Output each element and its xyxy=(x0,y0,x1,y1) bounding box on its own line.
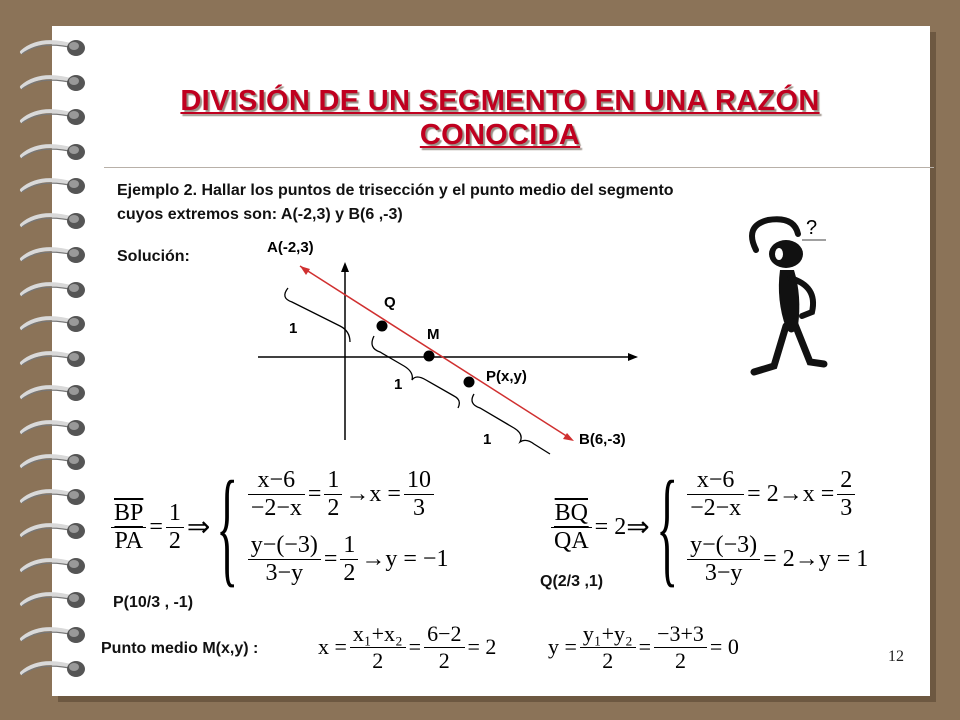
fp-yr-den: 2 xyxy=(343,560,356,586)
page-number: 12 xyxy=(888,648,904,665)
eye xyxy=(775,248,783,260)
result-q: Q(2/3 ,1) xyxy=(540,573,604,590)
fq-eq: = 2 xyxy=(594,513,627,540)
fp-lhs-num: $\overline{BP}$ xyxy=(111,500,146,528)
fp-yr-num: 1 xyxy=(340,532,358,560)
fp-y-den: 3−y xyxy=(265,560,304,586)
point-q-dot xyxy=(377,321,388,332)
label-b: B(6,-3) xyxy=(579,431,626,448)
mx-lhs: x = xyxy=(318,634,347,659)
fp-lhs-den: PA xyxy=(114,527,143,554)
mx-den: 2 xyxy=(372,647,384,673)
my-res: = 0 xyxy=(709,634,739,659)
left-leg xyxy=(754,326,786,372)
fq-xres-num: 2 xyxy=(837,467,855,495)
fp-ratio-num: 1 xyxy=(166,500,184,528)
midpoint-label: Punto medio M(x,y) : xyxy=(101,640,259,657)
x-axis-arrow xyxy=(628,353,638,361)
y-axis-arrow xyxy=(341,262,349,272)
label-p: P(x,y) xyxy=(486,368,527,385)
fp-x-den: −2−x xyxy=(250,495,302,521)
fp-implies: ⇒ xyxy=(186,512,211,543)
fp-eq: = xyxy=(149,513,163,540)
fq-y-num: y−(−3) xyxy=(687,532,760,560)
fq-lhs-den: QA xyxy=(554,527,589,554)
point-p-dot xyxy=(464,377,475,388)
fp-ratio-den: 2 xyxy=(168,527,181,554)
my-mid-den: 2 xyxy=(675,647,686,673)
fp-brace: { xyxy=(216,455,239,599)
fp-x-num: x−6 xyxy=(248,467,305,495)
my-num: y₁+y₂ xyxy=(580,621,636,648)
fq-x-num: x−6 xyxy=(687,467,744,495)
fq-x-den: −2−x xyxy=(690,495,742,521)
label-a: A(-2,3) xyxy=(267,239,314,256)
midpoint-y-formula: y = $\frac{\text{y₁+y₂}}{2}$ = $\frac{-3+3}{2}$ = 0 xyxy=(548,620,739,673)
label-q: Q xyxy=(384,294,396,311)
fp-y-arrow: →y = −1 xyxy=(361,546,449,572)
my-den: 2 xyxy=(602,647,614,673)
fq-y-den: 3−y xyxy=(704,560,743,586)
label-m: M xyxy=(427,326,440,343)
title-line-1: DIVISIÓN DE UN SEGMENTO EN UNA RAZÓN xyxy=(180,85,820,117)
mx-res: = 2 xyxy=(467,634,497,659)
solution-label: Solución: xyxy=(117,248,190,265)
head xyxy=(769,240,803,268)
title-line-2: CONOCIDA xyxy=(419,119,581,151)
my-lhs: y = xyxy=(548,634,577,659)
question-mark-glyph: ? xyxy=(806,217,818,239)
fq-x-arrow: = 2→x = xyxy=(747,481,835,507)
example-line-1: Ejemplo 2. Hallar los puntos de trisección y el punto medio del segmento xyxy=(117,182,674,199)
right-leg xyxy=(794,322,824,364)
fq-brace: { xyxy=(655,455,678,599)
fq-implies: ⇒ xyxy=(626,512,650,543)
fp-x-arrow: →x = xyxy=(345,481,401,507)
mx-num: x₁+x₂ xyxy=(350,621,406,648)
thinking-person-clipart xyxy=(728,210,840,380)
segment-label-2: 1 xyxy=(394,376,403,393)
example-line-2: cuyos extremos son: A(-2,3) y B(6 ,-3) xyxy=(117,206,403,223)
brace-2 xyxy=(372,336,459,408)
segment-ab xyxy=(300,266,568,437)
my-mid-num: −3+3 xyxy=(654,621,707,648)
fp-xres-num: 10 xyxy=(404,467,434,495)
fq-lhs-num: $\overline{BQ}$ xyxy=(551,500,592,528)
midpoint-x-formula: x = $\frac{\text{x₁+x₂}}{2}$ = $\frac{6-2}{2}$ = 2 xyxy=(318,620,497,673)
fp-xr-den: 2 xyxy=(327,495,340,521)
point-m-dot xyxy=(424,351,435,362)
mx-mid-num: 6−2 xyxy=(424,621,464,648)
fp-xres-den: 3 xyxy=(412,495,425,521)
segment-arrow-a xyxy=(300,266,310,275)
segment-label-3: 1 xyxy=(483,431,492,448)
fq-xres-den: 3 xyxy=(840,495,853,521)
segment-label-1: 1 xyxy=(289,320,298,337)
formula-p: $\frac{\overline{BP}}{PA}$ = $\frac{1}{2}$ ⇒ { $\frac{x-6}{-2-x}$ = $\frac{1}{2}$ →x = $\frac{10}{3}$ $\frac{y-(-3)}{3-y}$ = $\frac{1}{2}$ →y = −1 xyxy=(108,452,448,602)
fp-y-num: y−(−3) xyxy=(248,532,321,560)
result-p: P(10/3 , -1) xyxy=(113,594,194,611)
fq-y-arrow: = 2→y = 1 xyxy=(763,546,869,572)
fp-xr-num: 1 xyxy=(324,467,342,495)
mx-mid-den: 2 xyxy=(438,647,450,673)
